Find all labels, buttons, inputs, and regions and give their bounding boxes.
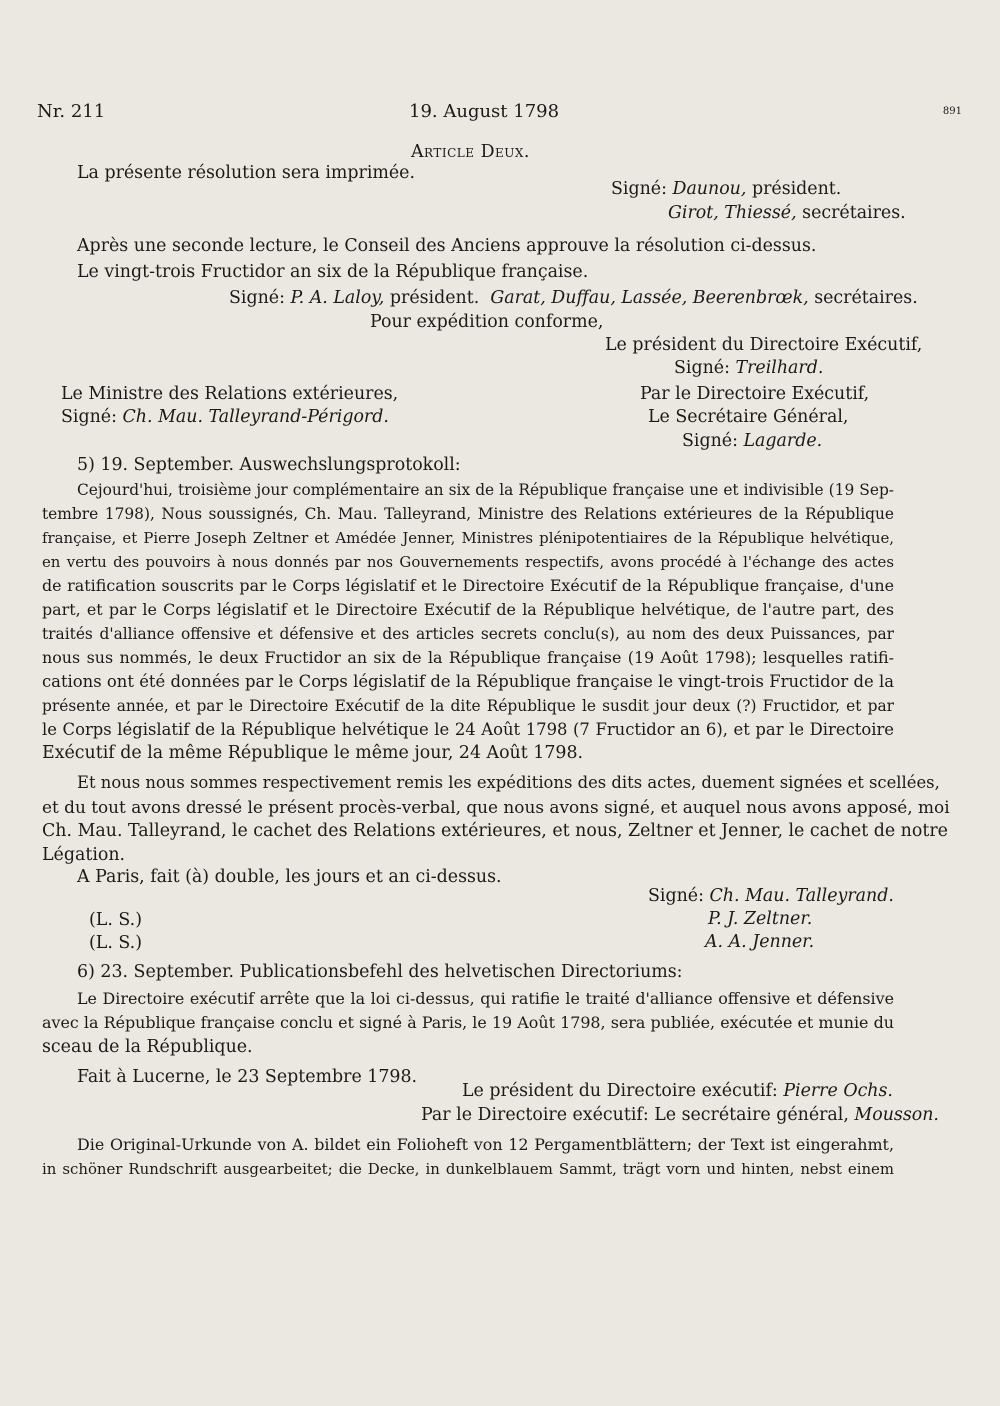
mousson-signature [421,1104,939,1126]
line-text: part, et par le Corps législatif et le Directoire Exécutif de la République helvétique, de l'autre part, des [42,600,894,619]
line-text: présente année, et par le Directoire Exécutif de la dite République le susdit jour deux (?) Fructidor, et par [42,697,894,715]
daunou-signature [611,178,841,200]
signe-label: Signé: [611,179,667,199]
paragraph-line: sceau de la République. [42,1037,253,1057]
line-text: Cejourd'hui, troisième jour complémentaire an six de la République française une et indivisible (19 Sep- [77,481,894,499]
zeltner-signature [708,908,812,930]
signatory-name: Lagarde. [743,431,823,451]
signatory-name: Ch. Mau. Talleyrand. [709,886,894,906]
signatory-label: Par le Directoire exécutif: Le secrétaire général, [421,1105,849,1125]
line-text: in schöner Rundschrift ausgearbeitet; die Decke, in dunkelblauem Sammt, trägt vorn und hinten, nebst einem [42,1160,894,1178]
line-text: française, et Pierre Joseph Zeltner et Amédée Jenner, Ministres plénipotentiaires de la République helvétique, [42,529,894,547]
signatory-role: président. [751,179,842,199]
paragraph-line [42,551,894,573]
signatory-name: Daunou, [672,179,747,199]
signe-label: Signé: [61,407,117,427]
line-text: de ratification souscrits par le Corps législatif et le Directoire Exécutif de la République française, d'une [42,576,894,595]
line-text: cations ont été données par le Corps législatif de la République française le vingt-trois Fructidor de la [42,672,894,691]
talleyrand-signature-final [648,885,894,907]
signatory-name: Pierre Ochs. [783,1081,893,1101]
signatory-role: président. [389,288,480,308]
expedition-line: Pour expédition conforme, [370,312,604,332]
paragraph-line: Légation. [42,845,126,865]
line-text: avec la République française conclu et signé à Paris, le 19 Août 1798, sera publiée, exécutée et munie du [42,1013,894,1032]
paragraph-line [42,575,894,597]
line-text: nous sus nommés, le deux Fructidor an six de la République française (19 Août 1798); lesquelles ratifi- [42,648,894,667]
signe-label: Signé: [229,288,285,308]
lagarde-signature [682,430,822,452]
laloy-signature [229,287,918,309]
signe-label: Signé: [682,431,738,451]
signatory-name: Ch. Mau. Talleyrand-Périgord. [122,407,389,427]
par-directoire-line: Par le Directoire Exécutif, [640,384,870,404]
signatory-label: Le président du Directoire exécutif: [462,1081,778,1101]
document-number: Nr. 211 [37,101,106,122]
line-text: en vertu des pouvoirs à nous donnés par nos Gouvernements respectifs, avons procédé à l'échange des actes [42,553,894,571]
signatory-name: A. A. Jenner. [705,932,815,952]
paris-line: A Paris, fait (à) double, les jours et an ci-dessus. [77,867,502,887]
ochs-signature [462,1080,893,1102]
section-heading: 6) 23. September. Publicationsbefehl des helvetischen Directoriums: [77,962,683,982]
paragraph-line [77,988,894,1010]
paragraph-line [42,623,894,645]
line-text: Le Directoire exécutif arrête que la loi ci-dessus, qui ratifie le traité d'alliance offensive et défensive [77,989,894,1008]
line-text: Die Original-Urkunde von A. bildet ein Folioheft von 12 Pergamentblättern; der Text ist eingerahmt, [77,1135,894,1154]
directoire-president-line: Le président du Directoire Exécutif, [605,335,923,355]
paragraph-line: Exécutif de la même République le même jour, 24 Août 1798. [42,743,584,763]
paragraph-line [77,1134,894,1156]
lucerne-line: Fait à Lucerne, le 23 Septembre 1798. [77,1067,418,1087]
paragraph-line [42,695,894,717]
paragraph-line [42,647,894,669]
paragraph-line [42,1012,894,1034]
date-line: Le vingt-trois Fructidor an six de la République française. [77,262,589,282]
jenner-signature [705,931,814,953]
line-text: traités d'alliance offensive et défensive et des articles secrets conclu(s), au nom des deux Puissances, par [42,625,894,643]
signatory-name: Treilhard. [735,358,824,378]
talleyrand-signature [61,406,389,428]
signatory-role: secrétaires. [802,203,906,223]
signatory-name: P. A. Laloy, [290,288,385,308]
page-number: 891 [942,106,962,117]
signe-label: Signé: [674,358,730,378]
signatory-name: P. J. Zeltner. [708,909,813,929]
paragraph-line: Ch. Mau. Talleyrand, le cachet des Relations extérieures, et nous, Zeltner et Jenner, le cachet de notre [42,821,948,841]
secretaire-general-line: Le Secrétaire Général, [648,407,849,427]
paragraph-line [42,527,894,549]
paragraph-line [42,1158,894,1180]
signatory-name: Mousson. [854,1105,939,1125]
paragraph-line [42,671,894,693]
paragraph-line [42,599,894,621]
paragraph-line [77,479,894,501]
resolution-line: La présente résolution sera imprimée. [77,163,416,183]
signe-label: Signé: [648,886,704,906]
line-text: tembre 1798), Nous soussignés, Ch. Mau. Talleyrand, Ministre des Relations extérieures de la République [42,505,894,523]
signatory-role: secrétaires. [814,288,918,308]
paragraph-line: Et nous nous sommes respectivement remis les expéditions des dits actes, duement signées et scellées, [77,773,940,792]
locus-sigilli: (L. S.) [89,933,142,953]
paragraph-line [42,719,894,741]
locus-sigilli: (L. S.) [89,910,142,930]
article-heading: Article Deux. [411,142,530,162]
treilhard-signature [674,357,823,379]
header-date: 19. August 1798 [409,101,560,122]
signatory-names: Girot, Thiessé, [668,203,797,223]
ministre-line: Le Ministre des Relations extérieures, [61,384,399,404]
signatory-names: Garat, Duffau, Lassée, Beerenbrœk, [490,288,809,308]
paragraph-line: et du tout avons dressé le présent procès-verbal, que nous avons signé, et auquel nous avons apposé, moi [42,797,950,817]
paragraph-line [42,503,894,525]
second-reading-line: Après une seconde lecture, le Conseil des Anciens approuve la résolution ci-dessus. [77,236,817,256]
line-text: le Corps législatif de la République helvétique le 24 Août 1798 (7 Fructidor an 6), et par le Directoire [42,720,894,739]
section-heading: 5) 19. September. Auswechslungsprotokoll: [77,455,461,475]
secretaries-line [668,202,906,224]
